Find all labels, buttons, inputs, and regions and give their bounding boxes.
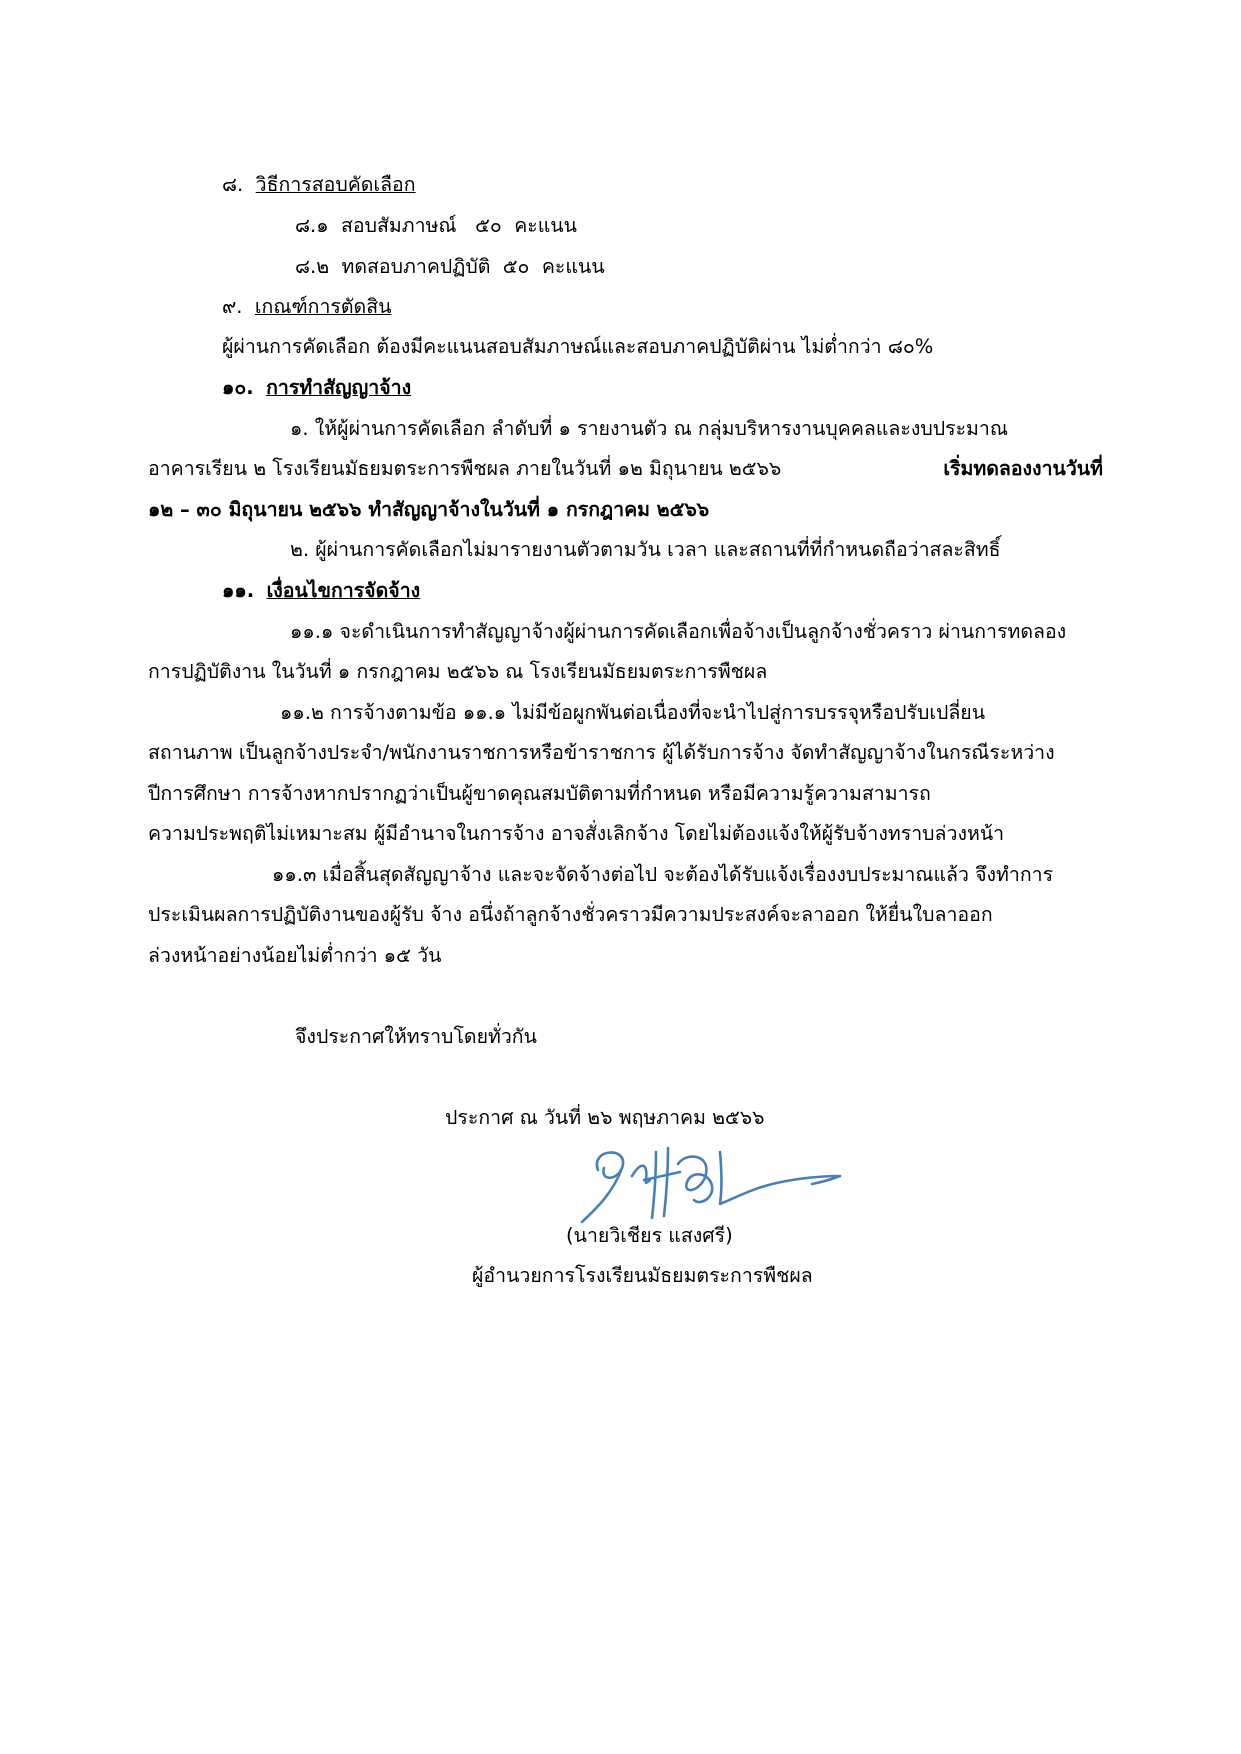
item-score: ๕๐ (475, 214, 502, 237)
item-unit: คะแนน (514, 214, 577, 237)
item-text: ทดสอบภาคปฏิบัติ (341, 255, 491, 278)
section-10-title: การทำสัญญาจ้าง (266, 376, 412, 399)
item-unit: คะแนน (541, 255, 605, 278)
section-10-p1-line2 (148, 449, 1103, 489)
section-10-p1-line1: ๑. ให้ผู้ผ่านการคัดเลือก ลำดับที่ ๑ รายงานตัว ณ กลุ่มบริหารงานบุคคลและงบประมาณ (290, 417, 1008, 440)
section-9-text: ผู้ผ่านการคัดเลือก ต้องมีคะแนนสอบสัมภาษณ์และสอบภาคปฏิบัติผ่าน ไม่ต่ำกว่า ๘๐% (222, 335, 934, 358)
section-11-p2-line3: ปีการศึกษา การจ้างหากปรากฏว่าเป็นผู้ขาดคุณสมบัติตามที่กำหนด หรือมีความรู้ความสามารถ (148, 782, 931, 805)
section-11-p3-line1: ๑๑.๓ เมื่อสิ้นสุดสัญญาจ้าง และจะจัดจ้างต่อไป จะต้องได้รับแจ้งเรื่องงบประมาณแล้ว จึงทำการ (272, 863, 1054, 886)
p1-line2-bold: เริ่มทดลองงานวันที่ (943, 457, 1103, 480)
signer-position: ผู้อำนวยการโรงเรียนมัธยมตระการพืชผล (472, 1264, 813, 1287)
section-11-heading (222, 571, 420, 611)
item-text: สอบสัมภาษณ์ (341, 214, 457, 237)
item-number: ๘.๑ (295, 214, 329, 237)
section-11-number: ๑๑. (222, 579, 255, 602)
section-8-item-1 (295, 206, 577, 246)
item-score: ๕๐ (502, 255, 530, 278)
section-11-p1-line1: ๑๑.๑ จะดำเนินการทำสัญญาจ้างผู้ผ่านการคัดเลือกเพื่อจ้างเป็นลูกจ้างชั่วคราว ผ่านการทดลอง (290, 620, 1067, 643)
closing-announcement: จึงประกาศให้ทราบโดยทั่วกัน (295, 1025, 537, 1048)
item-number: ๘.๒ (295, 255, 330, 278)
section-10-p1-line3: ๑๒ – ๓๐ มิถุนายน ๒๕๖๖ ทำสัญญาจ้างในวันที่ ๑ กรกฎาคม ๒๕๖๖ (148, 498, 710, 521)
section-10-heading (222, 368, 411, 408)
section-11-title: เงื่อนไขการจัดจ้าง (266, 579, 421, 602)
section-11-p3-line2: ประเมินผลการปฏิบัติงานของผู้รับ จ้าง อนึ่งถ้าลูกจ้างชั่วคราวมีความประสงค์จะลาออก ให้ยื่นใบลาออก (148, 903, 993, 926)
section-9-number: ๙. (222, 295, 243, 318)
section-11-p2-line2: สถานภาพ เป็นลูกจ้างประจำ/พนักงานราชการหรือข้าราชการ ผู้ได้รับการจ้าง จัดทำสัญญาจ้างในกรณีระหว่าง (148, 741, 1055, 764)
section-11-p1-line2: การปฏิบัติงาน ในวันที่ ๑ กรกฎาคม ๒๕๖๖ ณ โรงเรียนมัธยมตระการพืชผล (148, 660, 768, 683)
section-11-p3-line3: ล่วงหน้าอย่างน้อยไม่ต่ำกว่า ๑๕ วัน (148, 944, 442, 967)
section-8-number: ๘. (222, 173, 244, 196)
section-10-number: ๑๐. (222, 376, 254, 399)
section-11-p2-line4: ความประพฤติไม่เหมาะสม ผู้มีอำนาจในการจ้าง อาจสั่งเลิกจ้าง โดยไม่ต้องแจ้งให้ผู้รับจ้างทราบล่วงหน้า (148, 822, 1005, 845)
section-10-p2: ๒. ผู้ผ่านการคัดเลือกไม่มารายงานตัวตามวัน เวลา และสถานที่ที่กำหนดถือว่าสละสิทธิ์ (290, 538, 1001, 561)
section-8-title: วิธีการสอบคัดเลือก (255, 173, 416, 196)
signature-image (560, 1118, 860, 1228)
announcement-date: ประกาศ ณ วันที่ ๒๖ พฤษภาคม ๒๕๖๖ (445, 1106, 765, 1129)
section-11-p2-line1: ๑๑.๒ การจ้างตามข้อ ๑๑.๑ ไม่มีข้อผูกพันต่อเนื่องที่จะนำไปสู่การบรรจุหรือปรับเปลี่ยน (280, 701, 986, 724)
section-9-heading (222, 287, 391, 327)
section-8-item-2 (295, 247, 605, 287)
signer-name: (นายวิเชียร แสงศรี) (566, 1224, 733, 1247)
section-8-heading (222, 165, 416, 205)
p1-line2-normal: อาคารเรียน ๒ โรงเรียนมัธยมตระการพืชผล ภายในวันที่ ๑๒ มิถุนายน ๒๕๖๖ (148, 457, 782, 480)
section-9-title: เกณฑ์การตัดสิน (254, 295, 392, 318)
